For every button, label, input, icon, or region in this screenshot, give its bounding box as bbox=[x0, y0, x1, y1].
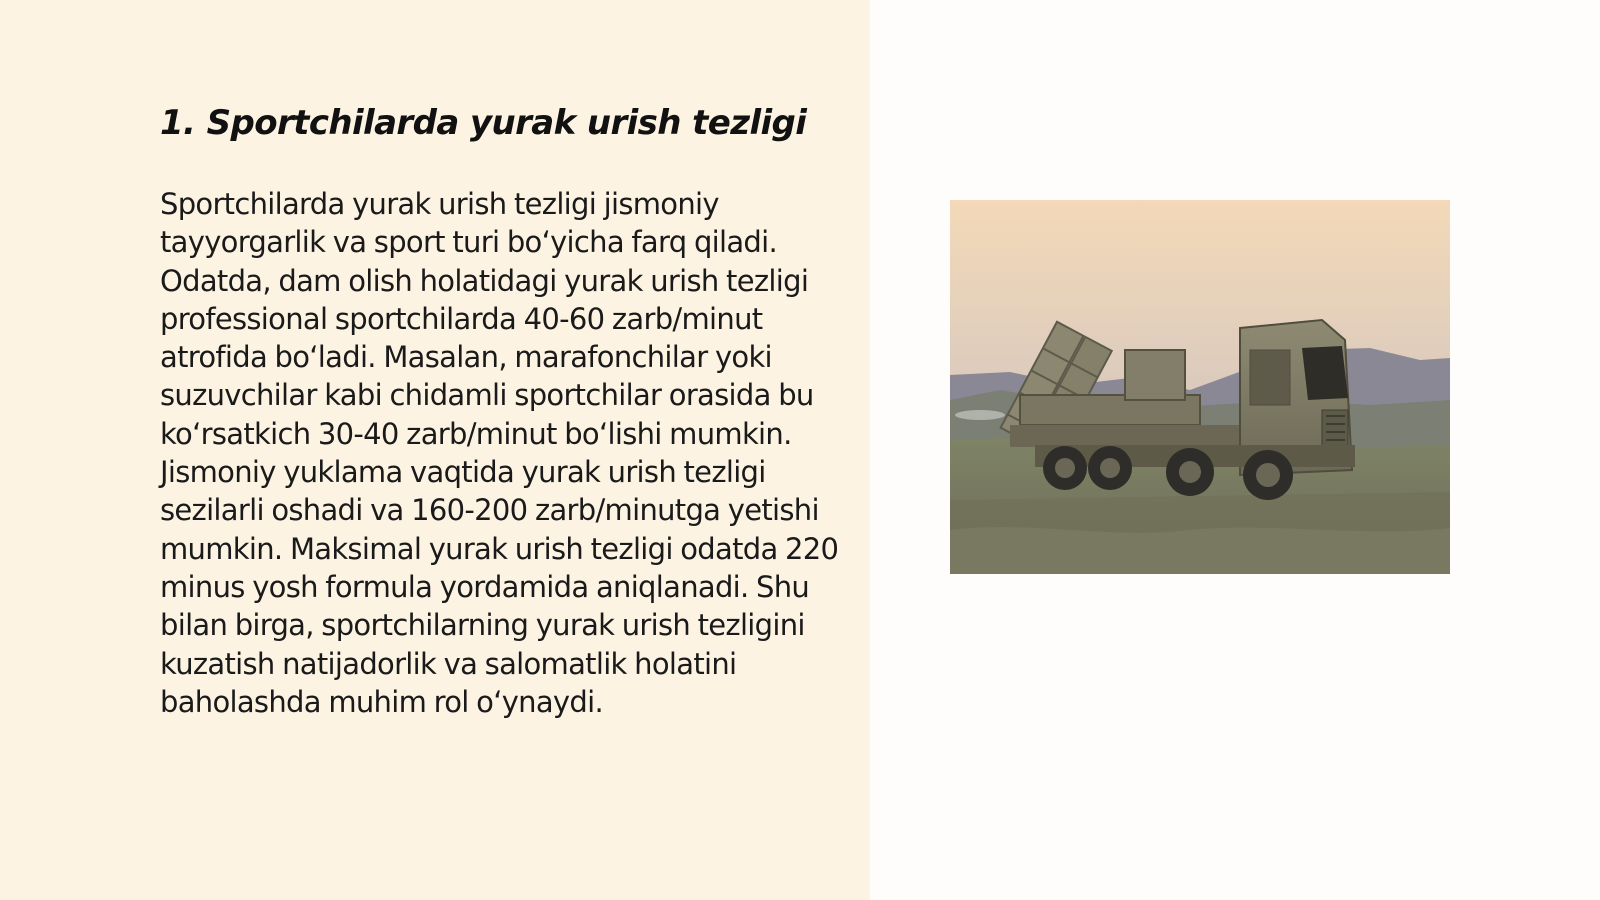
slide-title: 1. Sportchilarda yurak urish tezligi bbox=[160, 103, 807, 143]
truck-illustration bbox=[950, 200, 1450, 574]
slide-body-text: Sportchilarda yurak urish tezligi jismoniy tayyorgarlik va sport turi bo‘yicha farq qiladi. Odatda, dam olish holatidagi yurak urish tezligi professional sportchilarda 40-60 zarb/minut atrofida bo‘ladi. Masalan, marafonchilar yoki suzuvchilar kabi chidamli sportchilar orasida bu ko‘rsatkich 30-40 zarb/minut bo‘lishi mumkin. Jismoniy yuklama vaqtida yurak urish tezligi sezilarli oshadi va 160-200 zarb/minutga yetishi mumkin. Maksimal yurak urish tezligi odatda 220 minus yosh formula yordamida aniqlanadi. Shu bilan birga, sportchilarning yurak urish tezligini kuzatish natijadorlik va salomatlik holatini baholashda muhim rol o‘ynaydi. bbox=[160, 187, 839, 719]
rocket-launcher-truck-photo bbox=[950, 200, 1450, 574]
